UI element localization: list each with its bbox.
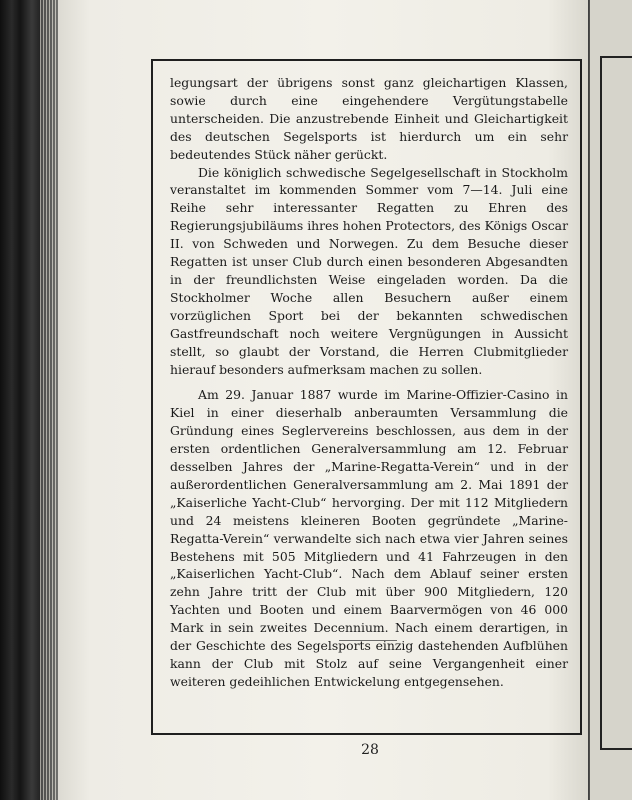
paragraph-1: legungsart der übrigens sonst ganz gleichartigen Klassen, sowie durch eine eingehendere Vergütungstabelle unterscheiden. Die anzustrebende Einheit und Gleichartigkeit des deutschen Segelsports ist hierdurch um ein sehr bedeutendes Stück näher gerückt. (170, 75, 568, 162)
adjacent-page-frame (600, 56, 632, 750)
page-number: 28 (361, 742, 379, 758)
paragraph-3: Am 29. Januar 1887 wurde im Marine-Offizier-Casino in Kiel in einer dieserhalb anberaumten Versammlung die Gründung eines Seglervereins beschlossen, aus dem in der ersten ordentlichen Generalversammlung am 12. Februar desselben Jahres der „Marine-Regatta-Verein“ und in der außerordentlichen Generalversammlung am 2. Mai 1891 der „Kaiserliche Yacht-Club“ hervorging. Der mit 112 Mitgliedern und 24 meistens kleineren Booten gegründete „Marine-Regatta-Verein“ verwandelte sich nach etwa vier Jahren seines Bestehens mit 505 Mitgliedern und 41 Fahrzeugen in den „Kaiserlichen Yacht-Club“. Nach dem Ablauf seiner ersten zehn Jahre tritt der Club mit über 900 Mitgliedern, 120 Yachten und Booten und einem Baarvermögen von 46 000 Mark in sein zweites Decennium. Nach einem derartigen, in der Geschichte des Segelsports einzig dastehenden Aufblühen kann der Club mit Stolz auf seine Vergangenheit einer weiteren gedeihlichen Entwickelung entgegensehen. (170, 387, 568, 689)
page-stack-edges (40, 0, 58, 800)
end-rule (339, 640, 397, 641)
page-text (170, 74, 568, 691)
paragraph-2: Die königlich schwedische Segelgesellschaft in Stockholm veranstaltet im kommenden Sommer vom 7—14. Juli eine Reihe sehr interessanter Regatten zu Ehren des Regierungsjubiläums ihres hohen Protectors, des Königs Oscar II. von Schweden und Norwegen. Zu dem Besuche dieser Regatten ist unser Club durch einen besonderen Abgesandten in der freundlichsten Weise eingeladen worden. Da die Stockholmer Woche allen Besuchern außer einem vorzüglichen Sport bei der bekannten schwedischen Gastfreundschaft noch weitere Vergnügungen in Aussicht stellt, so glaubt der Vorstand, die Herren Clubmitglieder hierauf besonders aufmerksam machen zu sollen. (170, 164, 568, 377)
